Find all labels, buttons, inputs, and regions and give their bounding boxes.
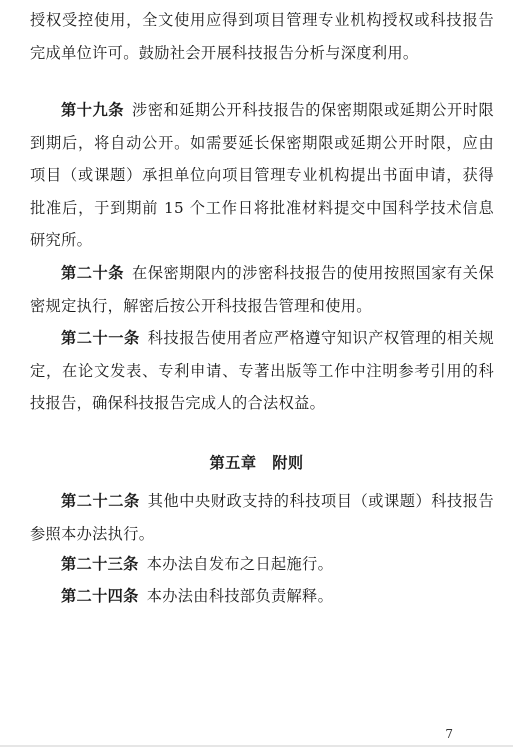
paragraph-continuation-text: 授权受控使用，全文使用应得到项目管理专业机构授权或科技报告完成单位许可。鼓励社会开展科技报告分析与深度利用。	[30, 11, 494, 62]
article-24	[30, 580, 494, 613]
article-21-label: 第二十一条	[61, 329, 140, 347]
chapter-title: 第五章 附则	[209, 454, 304, 472]
article-20-label: 第二十条	[61, 264, 124, 282]
article-23	[30, 548, 494, 581]
article-23-label: 第二十三条	[61, 555, 139, 573]
article-21-text: 科技报告使用者应严格遵守知识产权管理的相关规定，在论文发表、专利申请、专著出版等工作中注明参考引用的科技报告，确保科技报告完成人的合法权益。	[30, 329, 495, 413]
article-22	[30, 485, 494, 550]
page-number: 7	[445, 727, 453, 741]
article-22-label: 第二十二条	[61, 492, 140, 510]
article-21	[30, 322, 494, 420]
article-20	[30, 257, 494, 322]
article-24-text: 本办法由科技部负责解释。	[146, 587, 334, 605]
paragraph-continuation	[30, 4, 494, 69]
article-22-text: 其他中央财政支持的科技项目（或课题）科技报告参照本办法执行。	[30, 492, 495, 543]
article-20-text: 在保密期限内的涉密科技报告的使用按照国家有关保密规定执行，解密后按公开科技报告管理和使用。	[30, 264, 494, 315]
article-19-label: 第十九条	[61, 101, 124, 119]
article-19-text: 涉密和延期公开科技报告的保密期限或延期公开时限到期后，将自动公开。如需要延长保密期限或延期公开时限，应由项目（或课题）承担单位向项目管理专业机构提出书面申请，获得批准后，于到期前 15 个工作日将批准材料提交中国科学技术信息研究所。	[30, 101, 494, 250]
article-19	[30, 94, 494, 257]
article-24-label: 第二十四条	[61, 587, 139, 605]
article-23-text: 本办法自发布之日起施行。	[146, 555, 334, 573]
